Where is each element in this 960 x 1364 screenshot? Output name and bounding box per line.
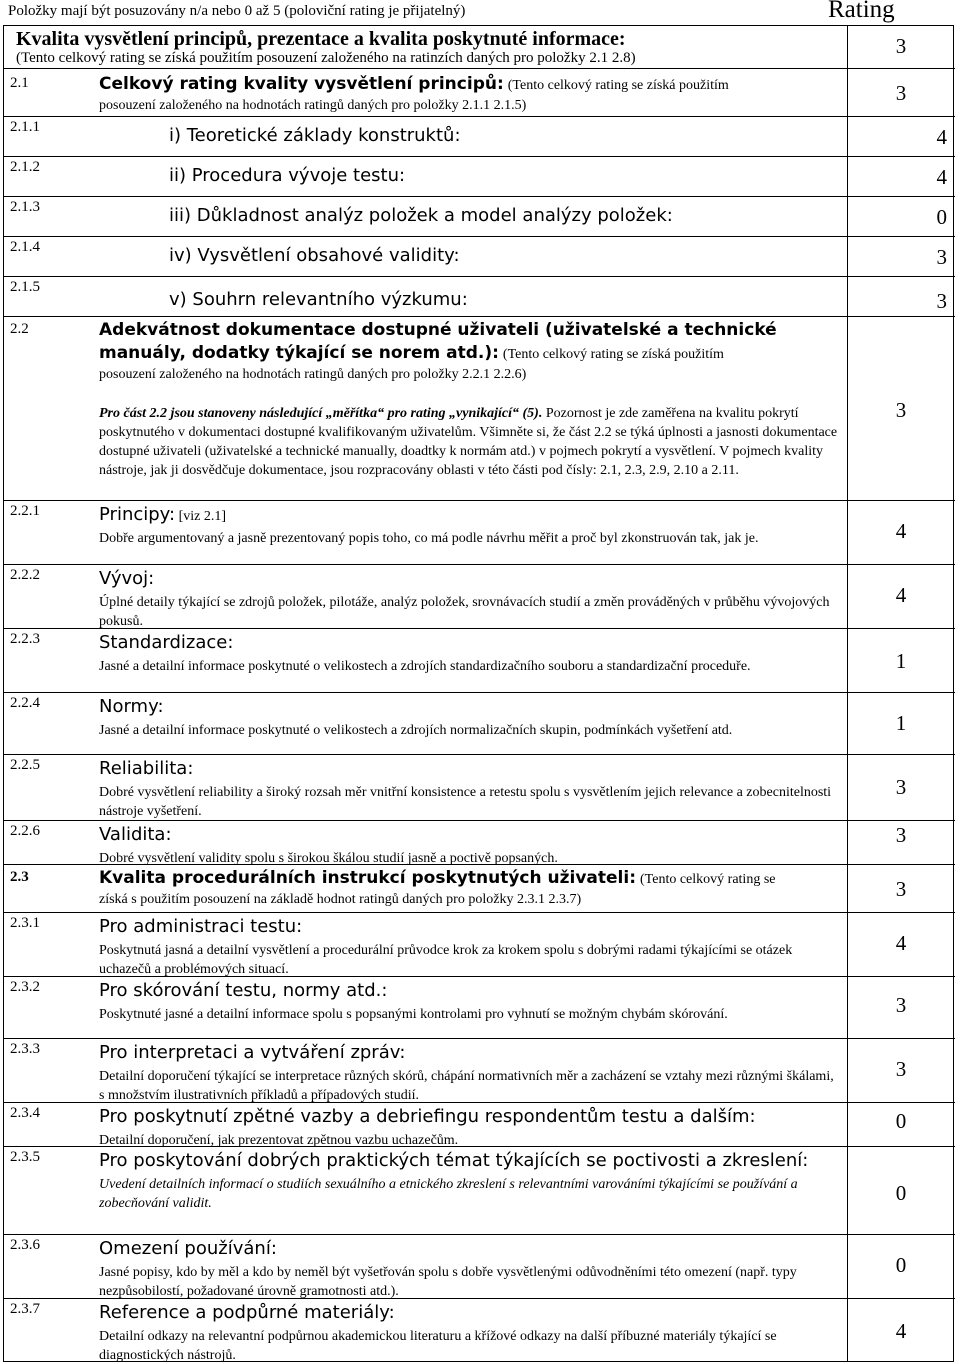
item-row xyxy=(4,156,955,196)
item-title: Reference a podpůrné materiály: xyxy=(99,1302,395,1323)
section-note-2: posouzení založeného na hodnotách ratingů daných pro položky 2.2.1 2.2.6) xyxy=(99,367,527,382)
item-score: 1 xyxy=(895,649,907,673)
item-number: 2.3.2 xyxy=(10,979,40,995)
item-title: Pro interpretaci a vytváření zpráv: xyxy=(99,1042,406,1063)
section-note: (Tento celkový rating se získá použitím xyxy=(507,78,729,93)
item-score: 0 xyxy=(895,1181,907,1205)
section-number: 2.1 xyxy=(10,75,29,91)
intro-title: Kvalita vysvětlení principů, prezentace a kvalita poskytnuté informace: xyxy=(16,28,626,50)
item-reference: [viz 2.1] xyxy=(175,509,227,524)
item-row xyxy=(4,1234,955,1298)
item-title: Standardizace: xyxy=(99,632,234,653)
section-note: (Tento celkový rating se získá použitím xyxy=(502,347,724,362)
item-row xyxy=(4,1038,955,1102)
item-number: 2.2.3 xyxy=(10,631,40,647)
item-score: 4 xyxy=(936,125,947,149)
section-score: 3 xyxy=(895,877,907,901)
section-title: Celkový rating kvality vysvětlení principů: xyxy=(99,74,504,94)
item-title: Omezení používání: xyxy=(99,1238,277,1259)
item-score: 1 xyxy=(895,711,907,735)
item-description: Dobré vysvětlení validity spolu s širokou škálou studií jasně a poctivě popsaných. xyxy=(99,851,558,866)
rating-table xyxy=(3,25,954,1362)
section-title-line2: manuály, dodatky týkající se norem atd.): xyxy=(99,343,499,363)
item-label: iv) Vysvětlení obsahové validity: xyxy=(169,245,460,266)
item-row xyxy=(4,500,955,564)
item-number: 2.1.1 xyxy=(10,119,40,135)
section-number: 2.3 xyxy=(10,869,29,885)
item-title: Pro administraci testu: xyxy=(99,916,303,937)
item-label: i) Teoretické základy konstruktů: xyxy=(169,125,461,146)
item-row xyxy=(4,820,955,864)
item-description: Detailní odkazy na relevantní podpůrnou akademickou literaturu a křížové odkazy na další příbuzné materiály týkající se diagnostických nástrojů. xyxy=(99,1329,777,1363)
section-2-2 xyxy=(4,316,955,388)
item-title: Pro skórování testu, normy atd.: xyxy=(99,980,388,1001)
item-description: Uvedení detailních informací o studiích sexuálního a etnického zkreslení s relevantními varováními týkajícími se používání a zobecňování validit. xyxy=(99,1177,798,1211)
item-title: Reliabilita: xyxy=(99,758,194,779)
item-number: 2.3.4 xyxy=(10,1105,40,1121)
benchmark-intro: Pro část 2.2 jsou stanoveny následující „měřítka“ pro rating „vynikající“ (5). xyxy=(99,406,543,421)
section-note: (Tento celkový rating se xyxy=(640,872,776,887)
item-description: Poskytnuté jasné a detailní informace spolu s popsanými kontrolami pro vyhnutí se možným chybám skórování. xyxy=(99,1007,728,1022)
item-description: Úplné detaily týkající se zdrojů položek, pilotáže, analýz položek, srovnávacích studií a změn prováděných v průběhu vývojových pokusů. xyxy=(99,595,830,629)
item-title: Vývoj: xyxy=(99,568,155,589)
item-number: 2.1.3 xyxy=(10,199,40,215)
item-description: Detailní doporučení, jak prezentovat zpětnou vazbu uchazečům. xyxy=(99,1133,459,1148)
item-number: 2.3.1 xyxy=(10,915,40,931)
item-row xyxy=(4,912,955,976)
item-title: Pro poskytnutí zpětné vazby a debriefingu respondentům testu a dalším: xyxy=(99,1106,756,1127)
item-row xyxy=(4,692,955,754)
item-number: 2.3.3 xyxy=(10,1041,40,1057)
item-row xyxy=(4,1102,955,1146)
item-score: 4 xyxy=(895,931,907,955)
section-2-1 xyxy=(4,68,955,116)
item-row xyxy=(4,1298,955,1362)
item-description: Dobře argumentovaný a jasně prezentovaný popis toho, co má podle návrhu měřit a proč byl zkonstruován tak, jak je. xyxy=(99,531,759,546)
item-score: 3 xyxy=(895,1057,907,1081)
item-number: 2.3.5 xyxy=(10,1149,40,1165)
section-number: 2.2 xyxy=(10,321,29,337)
item-label: ii) Procedura vývoje testu: xyxy=(169,165,406,186)
item-number: 2.2.2 xyxy=(10,567,40,583)
intro-row xyxy=(4,26,955,68)
item-title: Principy: xyxy=(99,504,176,525)
page-header xyxy=(0,0,960,24)
item-row xyxy=(4,754,955,820)
section-title: Kvalita procedurálních instrukcí poskytnutých uživateli: xyxy=(99,868,636,888)
intro-score: 3 xyxy=(895,34,907,58)
item-score: 0 xyxy=(895,1253,907,1277)
item-label: iii) Důkladnost analýz položek a model analýzy položek: xyxy=(169,205,673,226)
item-row xyxy=(4,196,955,236)
item-description: Jasné a detailní informace poskytnuté o velikostech a zdrojích standardizačního souboru a standardizační proceduře. xyxy=(99,659,751,674)
section-2-3 xyxy=(4,864,955,912)
item-description: Detailní doporučení týkající se interpretace různých skórů, chápání normativních měr a zacházení se vztahy mezi různými škálami, s množstvím ilustrativních příkladů a případových studií. xyxy=(99,1069,834,1103)
item-number: 2.1.5 xyxy=(10,279,40,295)
item-row xyxy=(4,276,955,316)
item-score: 0 xyxy=(936,205,947,229)
rating-column-header: Rating xyxy=(828,0,895,23)
item-description: Dobré vysvětlení reliability a široký rozsah měr vnitřní konsistence a retestu spolu s vysvětlením jejich relevance a zobecnitelnosti nástroje vyšetření. xyxy=(99,785,832,819)
item-description: Jasné a detailní informace poskytnuté o velikostech a zdrojích normalizačních skupin, podmínkách vyšetření atd. xyxy=(99,723,733,738)
item-score: 3 xyxy=(936,245,947,269)
item-score: 4 xyxy=(895,519,907,543)
item-score: 3 xyxy=(936,289,947,313)
section-2-2-description xyxy=(4,388,955,500)
item-row xyxy=(4,564,955,628)
item-row xyxy=(4,628,955,692)
item-title: Pro poskytování dobrých praktických témat týkajících se poctivosti a zkreslení: xyxy=(99,1150,809,1171)
item-row xyxy=(4,1146,955,1234)
item-number: 2.1.2 xyxy=(10,159,40,175)
benchmark-text: Pozornost je zde zaměřena na kvalitu pokrytí poskytnutého v dokumentaci dostupné kvalifikovaným uživatelům. Všimněte si, že část 2.2 se týká úplnosti a jasnosti dokumentace dostupné uživateli (uživatelské a technické manually, doadtky k normám atd.) v pojmech pokrytí a vysvětlení. V pojmech kvality nástroje, jak ji dosvědčuje dokumentace, jsou rozpracovány oblasti v této části pod čísly: 2.1, 2.3, 2.9, 2.10 a 2.11. xyxy=(99,406,838,478)
item-number: 2.2.5 xyxy=(10,757,40,773)
item-description: Poskytnutá jasná a detailní vysvětlení a procedurální průvodce krok za krokem spolu s dobrými radami týkajícími se otázek uchazečů a problémových situací. xyxy=(99,943,793,977)
item-score: 3 xyxy=(895,993,907,1017)
item-label: v) Souhrn relevantního výzkumu: xyxy=(169,289,468,310)
item-score: 0 xyxy=(895,1109,907,1133)
item-row xyxy=(4,976,955,1038)
item-score: 4 xyxy=(936,165,947,189)
intro-subtitle: (Tento celkový rating se získá použitím posouzení založeného na ratinzích daných pro položky 2.1 2.8) xyxy=(16,50,636,66)
item-number: 2.2.6 xyxy=(10,823,40,839)
section-score: 3 xyxy=(895,81,907,105)
item-number: 2.1.4 xyxy=(10,239,40,255)
item-title: Validita: xyxy=(99,824,172,845)
item-number: 2.3.7 xyxy=(10,1301,40,1317)
item-row xyxy=(4,236,955,276)
item-score: 4 xyxy=(895,583,907,607)
section-note-2: posouzení založeného na hodnotách ratingů daných pro položky 2.1.1 2.1.5) xyxy=(99,98,527,113)
item-score: 3 xyxy=(895,775,907,799)
item-description: Jasné popisy, kdo by měl a kdo by neměl být vyšetřován spolu s dobře vysvětlenými odůvodněními této omezení (např. typy nezpůsobilostí, požadované úrovně gramotnosti atd.). xyxy=(99,1265,797,1299)
item-number: 2.3.6 xyxy=(10,1237,40,1253)
item-score: 3 xyxy=(895,823,907,847)
item-row xyxy=(4,116,955,156)
section-title-line1: Adekvátnost dokumentace dostupné uživateli (uživatelské a technické xyxy=(99,320,777,340)
item-score: 4 xyxy=(895,1319,907,1343)
item-title: Normy: xyxy=(99,696,164,717)
section-note-2: získá s použitím posouzení na základě hodnot ratingů daných pro položky 2.3.1 2.3.7) xyxy=(99,892,582,907)
item-number: 2.2.4 xyxy=(10,695,40,711)
section-score: 3 xyxy=(895,398,907,422)
rating-instruction: Položky mají být posuzovány n/a nebo 0 až 5 (poloviční rating je přijatelný) xyxy=(8,3,466,19)
item-number: 2.2.1 xyxy=(10,503,40,519)
